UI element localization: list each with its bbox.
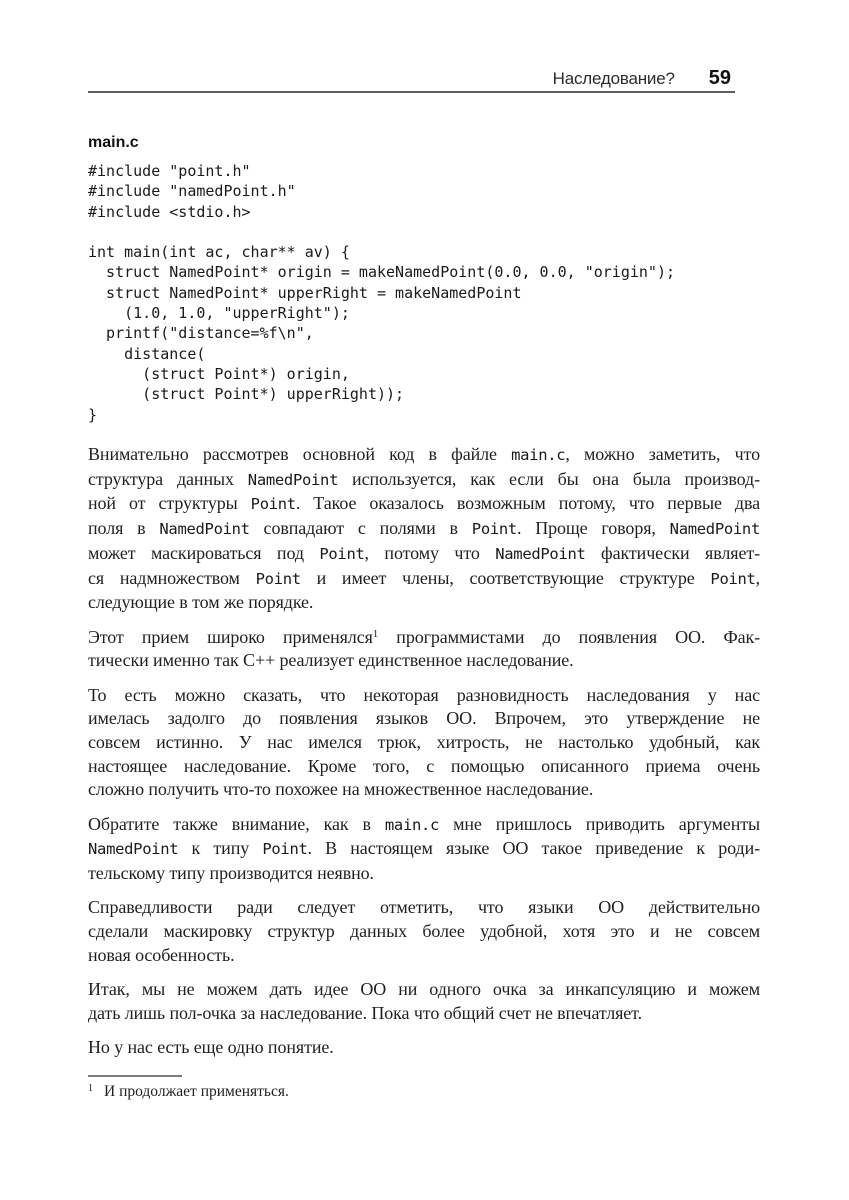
text-run: Итак, мы не можем дать идее ОО ни одного очка за инкапсуляцию и можем (88, 979, 760, 1000)
inline-code: NamedPoint (159, 520, 250, 539)
text-run: Этот прием широко применялся (88, 626, 373, 647)
paragraph (88, 896, 760, 967)
code-line: int main(int ac, char** av) { (88, 243, 350, 262)
code-line: #include <stdio.h> (88, 202, 251, 221)
inline-code: Point (471, 520, 517, 539)
text-run: сложно получить что-то похожее на множественное наследование. (88, 779, 594, 800)
footnote (88, 1082, 760, 1102)
code-line: distance( (88, 344, 206, 363)
text-run: совпадают с полями в (249, 518, 472, 539)
paragraph (88, 443, 760, 615)
text-line (88, 567, 760, 592)
code-line (88, 222, 788, 242)
text-line (88, 591, 760, 615)
text-run: . Такое оказалось возможным потому, что первые два (295, 493, 761, 514)
text-run: То есть можно сказать, что некоторая разновидность наследования у нас (88, 684, 760, 705)
text-line (88, 920, 760, 944)
inline-code: Point (250, 495, 296, 514)
code-line: (1.0, 1.0, "upperRight"); (88, 304, 350, 323)
code-listing-title: main.c (88, 134, 139, 151)
text-line (88, 731, 760, 755)
text-run: ся надмножеством (88, 567, 256, 588)
text-line (88, 896, 760, 920)
footnote-marker: 1 (88, 1083, 93, 1094)
inline-code: main.c (384, 815, 440, 834)
text-line (88, 778, 760, 802)
text-run: Внимательно рассмотрев основной код в файле (88, 444, 512, 464)
inline-code: NamedPoint (247, 470, 339, 489)
paragraph (88, 1036, 760, 1060)
inline-code: Point (710, 569, 756, 588)
text-run: , потому что (364, 542, 496, 563)
inline-code: Point (319, 544, 365, 563)
code-line: #include "namedPoint.h" (88, 182, 296, 201)
paragraph (88, 626, 760, 673)
body-text (88, 443, 760, 1070)
text-run: мне пришлось приводить аргументы (439, 813, 760, 834)
text-run: тически именно так C++ реализует единственное наследование. (88, 650, 574, 671)
paragraph (88, 813, 760, 886)
code-line: struct NamedPoint* upperRight = makeNamedPoint (88, 283, 522, 302)
text-line (88, 978, 760, 1002)
code-line: #include "point.h" (88, 162, 251, 180)
text-line (88, 1002, 760, 1026)
paragraph (88, 978, 760, 1025)
running-head-title: Наследование? (552, 69, 675, 88)
text-line (88, 517, 760, 542)
inline-code: main.c (511, 446, 566, 464)
text-run: и имеет члены, соответствующие структуре (300, 567, 711, 588)
code-line: } (88, 405, 98, 424)
inline-code: Point (262, 840, 308, 859)
footnote-divider (88, 1075, 182, 1077)
text-line (88, 1036, 760, 1060)
paragraph (88, 684, 760, 803)
text-run: тельскому типу производится неявно. (88, 863, 374, 884)
text-line (88, 649, 760, 673)
text-run: имелась задолго до появления языков ОО. Впрочем, это утверждение не (88, 708, 760, 729)
text-line (88, 443, 760, 468)
text-run: , (755, 567, 760, 588)
footnote-text: И продолжает применяться. (104, 1083, 289, 1100)
code-listing (88, 161, 788, 425)
text-run: . Проще говоря, (516, 518, 670, 539)
text-run: ной от структуры (88, 493, 251, 514)
text-line (88, 755, 760, 779)
text-run: фактически являет- (585, 542, 760, 563)
text-run: . В настоящем языке ОО такое приведение к роди- (307, 838, 760, 859)
inline-code: Point (255, 569, 301, 588)
text-run: Но у нас есть еще одно понятие. (88, 1037, 334, 1058)
text-run: новая особенность. (88, 944, 235, 965)
text-line (88, 542, 760, 567)
text-line (88, 626, 760, 650)
inline-code: NamedPoint (88, 840, 179, 859)
text-line (88, 684, 760, 708)
text-run: Справедливости ради следует отметить, что языки ОО действительно (88, 897, 760, 918)
text-line (88, 862, 760, 886)
text-line (88, 837, 760, 862)
text-line (88, 707, 760, 731)
text-run: поля в (88, 518, 160, 539)
inline-code: NamedPoint (495, 544, 586, 563)
page-number: 59 (708, 67, 731, 89)
text-run: , можно заметить, что (565, 444, 760, 464)
text-run: настоящее наследование. Кроме того, с помощью описанного приема очень (88, 755, 760, 776)
text-line (88, 944, 760, 968)
text-run: к типу (178, 838, 263, 859)
text-run: совсем истинно. У нас имелся трюк, хитрость, не настолько удобный, как (88, 731, 760, 752)
page-header (88, 66, 735, 93)
text-line (88, 468, 760, 493)
text-run: может маскироваться под (88, 542, 320, 563)
text-line (88, 813, 760, 838)
text-run: сделали маскировку структур данных более удобной, хотя это и не совсем (88, 921, 760, 942)
footnote-reference: 1 (372, 627, 379, 640)
text-run: используется, как если бы она была производ- (338, 468, 760, 489)
text-run: следующие в том же порядке. (88, 592, 314, 613)
code-line: (struct Point*) origin, (88, 364, 350, 383)
inline-code: NamedPoint (669, 520, 760, 539)
text-run: Обратите также внимание, как в (88, 813, 385, 834)
code-line: printf("distance=%f\n", (88, 324, 314, 343)
text-line (88, 492, 760, 517)
code-line: (struct Point*) upperRight)); (88, 385, 405, 404)
text-run: структура данных (88, 468, 248, 489)
text-run: программистами до появления ОО. Фак- (378, 626, 760, 647)
text-run: дать лишь пол-очка за наследование. Пока что общий счет не впечатляет. (88, 1002, 642, 1023)
code-line: struct NamedPoint* origin = makeNamedPoint(0.0, 0.0, "origin"); (88, 263, 675, 282)
